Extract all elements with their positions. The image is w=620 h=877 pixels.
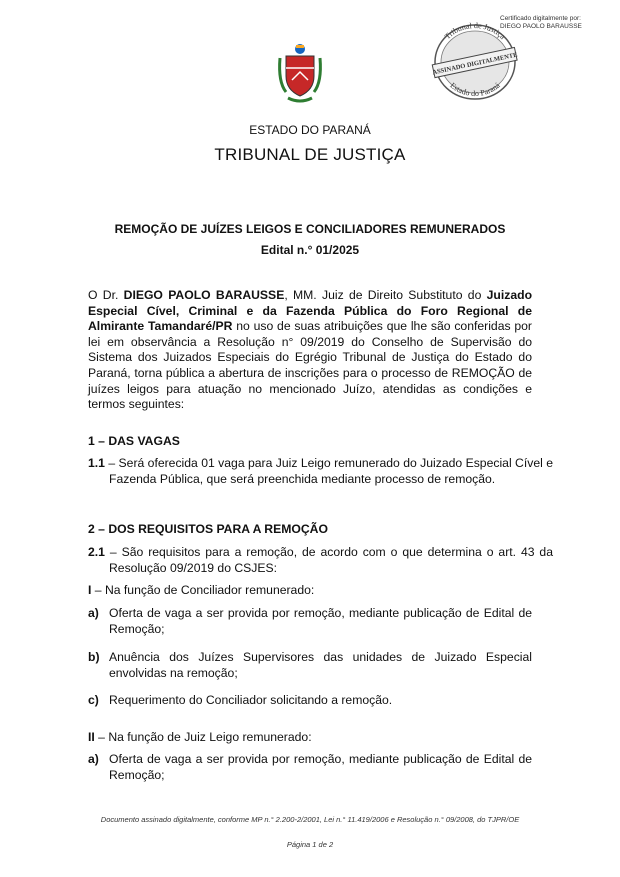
item-1-1 bbox=[88, 456, 553, 487]
seal-band-text: ASSINADO DIGITALMENTE bbox=[431, 51, 519, 77]
item-text: Oferta de vaga a ser provida por remoção, mediante publicação de Edital de Remoção; bbox=[109, 752, 532, 782]
section-1-heading: 1 – DAS VAGAS bbox=[88, 434, 180, 448]
court-name: Juizado Especial Cível, Criminal e da Fazenda Pública do Foro Regional de Almirante Tamandaré/PR bbox=[88, 288, 533, 334]
edital-number: Edital n.° 01/2025 bbox=[260, 243, 360, 257]
item-text: Anuência dos Juízes Supervisores das unidades de Juizado Especial envolvidas na remoção; bbox=[109, 650, 532, 680]
group-1-heading bbox=[88, 583, 532, 599]
judge-name: DIEGO PAOLO BARAUSSE bbox=[123, 288, 285, 302]
item-text: Requerimento do Conciliador solicitando a remoção. bbox=[109, 693, 393, 707]
item-2-1 bbox=[88, 545, 553, 576]
document-title: REMOÇÃO DE JUÍZES LEIGOS E CONCILIADORES REMUNERADOS bbox=[114, 222, 506, 236]
group-2-item-a bbox=[88, 752, 532, 783]
group-1-item-c bbox=[88, 693, 532, 709]
group-2-label: II bbox=[88, 730, 95, 744]
item-letter: c) bbox=[88, 693, 99, 707]
item-1-1-text: – Será oferecida 01 vaga para Juiz Leigo remunerado do Juizado Especial Cível e Fazenda Pública, que será preenchida mediante processo de remoção. bbox=[104, 456, 553, 486]
court-heading: TRIBUNAL DE JUSTIÇA bbox=[214, 145, 406, 164]
coat-of-arms-icon bbox=[272, 42, 328, 104]
certificate-line-1: Certificado digitalmente por: bbox=[500, 15, 581, 22]
group-1-item-a bbox=[88, 606, 532, 637]
intro-text-1: O Dr. bbox=[88, 288, 124, 302]
item-1-1-number: 1.1 bbox=[88, 456, 105, 470]
seal-bottom-text: Estado do Paraná bbox=[448, 80, 502, 99]
signature-footer-note: Documento assinado digitalmente, conforme MP n.° 2.200-2/2001, Lei n.° 11.419/2006 e Resolução n.° 09/2008, do TJPR/OE bbox=[100, 815, 520, 824]
group-2-text: – Na função de Juiz Leigo remunerado: bbox=[94, 730, 312, 744]
digital-signature-seal bbox=[425, 20, 525, 102]
item-letter: b) bbox=[88, 650, 100, 664]
intro-paragraph bbox=[88, 288, 532, 413]
certificate-line-2: DIEGO PAOLO BARAUSSE bbox=[500, 23, 582, 30]
item-letter: a) bbox=[88, 752, 99, 766]
state-heading: ESTADO DO PARANÁ bbox=[249, 123, 371, 137]
page-number: Página 1 de 2 bbox=[286, 840, 334, 849]
item-letter: a) bbox=[88, 606, 99, 620]
item-text: Oferta de vaga a ser provida por remoção, mediante publicação de Edital de Remoção; bbox=[109, 606, 532, 636]
seal-top-text: Tribunal de Justiça bbox=[442, 20, 508, 42]
group-1-label: I bbox=[88, 583, 92, 597]
section-2-heading: 2 – DOS REQUISITOS PARA A REMOÇÃO bbox=[88, 522, 328, 536]
intro-text-2: , MM. Juiz de Direito Substituto do bbox=[284, 288, 487, 302]
group-1-item-b bbox=[88, 650, 532, 681]
item-2-1-text: – São requisitos para a remoção, de acordo com o que determina o art. 43 da Resolução 09/2019 do CSJES: bbox=[104, 545, 553, 575]
intro-text-3: no uso de suas atribuições que lhe são conferidas por lei em observância a Resolução n° 09/2019 do Conselho de Supervisão do Sistema dos Juizados Especiais do Egrégio Tribunal de Justiça do Estado do Paraná, torna pública a abertura de inscrições para o processo de REMOÇÃO de juízes leigos para atuação no mencionado Juízo, atendidas as condições e termos seguintes: bbox=[88, 319, 532, 412]
group-1-text: – Na função de Conciliador remunerado: bbox=[91, 583, 315, 597]
item-2-1-number: 2.1 bbox=[88, 545, 105, 559]
group-2-heading bbox=[88, 730, 532, 746]
